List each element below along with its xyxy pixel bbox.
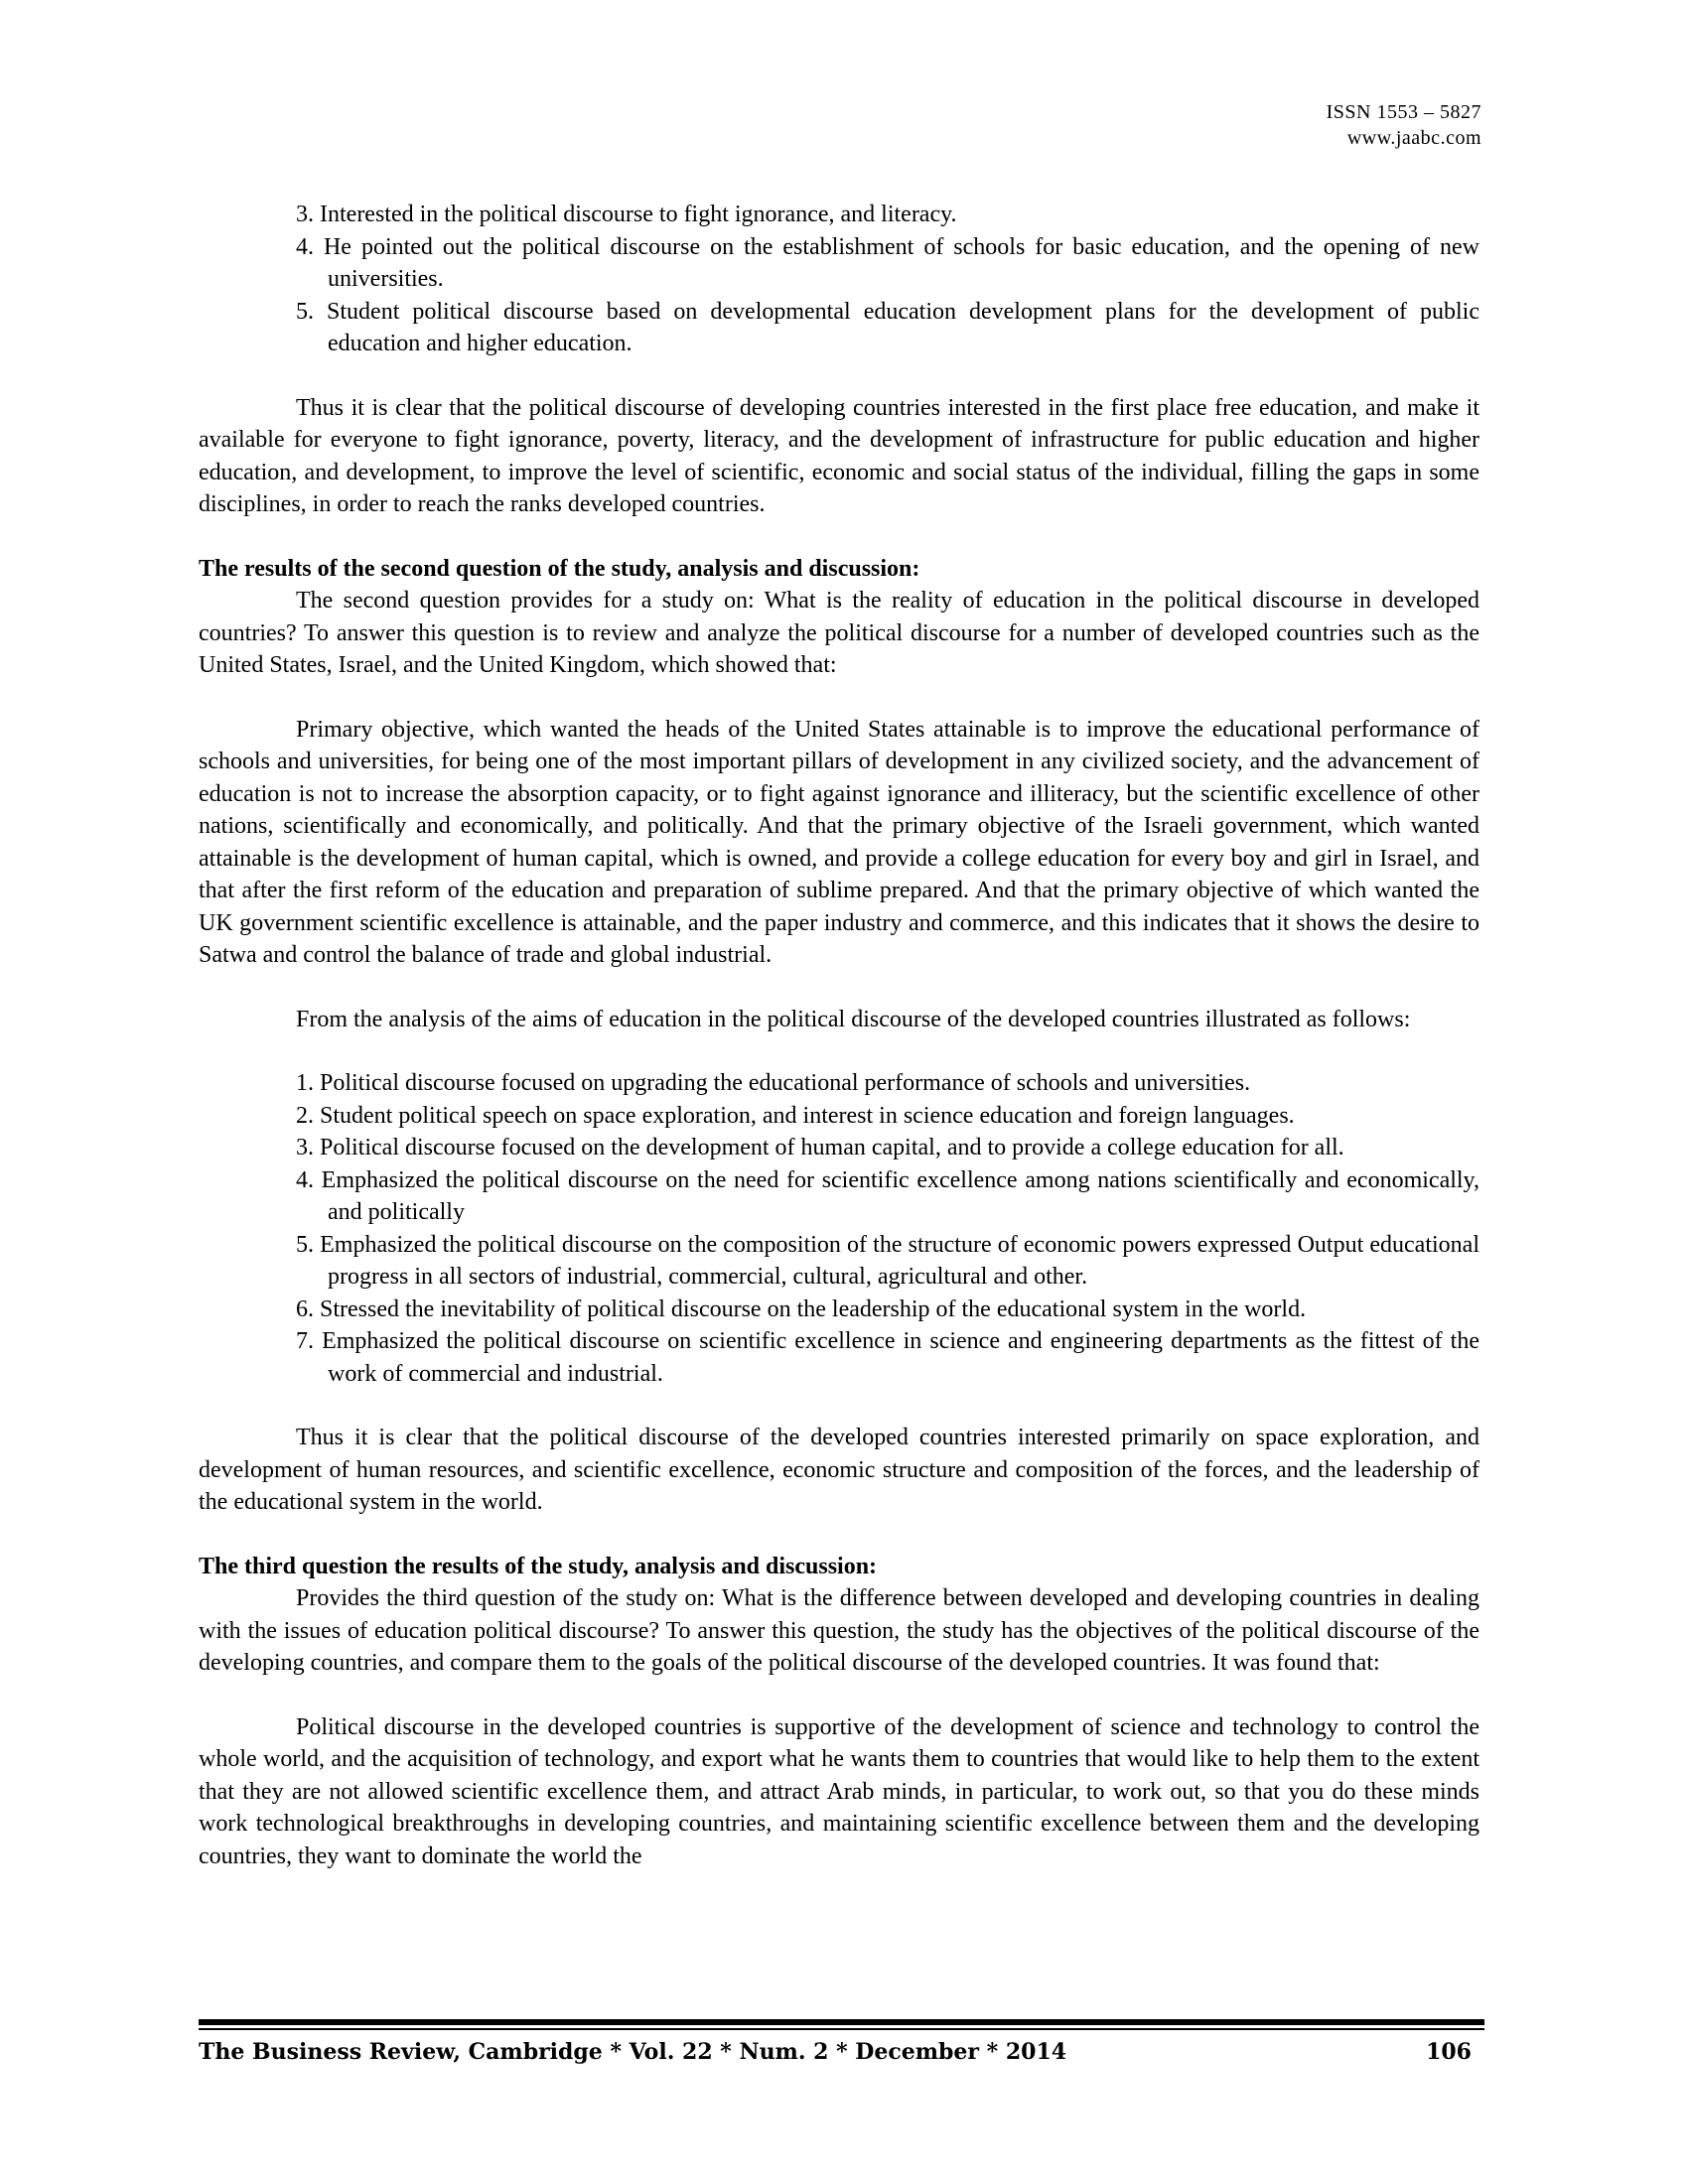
footer-rule [199,2019,1484,2025]
issn-label: ISSN 1553 – 5827 [1326,101,1481,123]
list-item: 5. Student political discourse based on developmental education development plans for the development of public education and higher education. [296,298,1479,356]
paragraph: Provides the third question of the study on: What is the difference between developed and developing countries in dealing with the issues of education political discourse? To answer this question, the study has the objectives of the political discourse of the developing countries, and compare them to the goals of the political discourse of the developed countries. It was found that: [199,1585,1479,1676]
developed-countries-list [199,1067,1479,1390]
page-header [1327,99,1481,151]
paragraph: Thus it is clear that the political discourse of developing countries interested in the first place free education, and make it available for everyone to fight ignorance, poverty, literacy, and the development of infrastructure for public education and higher education, and development, to improve the level of scientific, economic and social status of the individual, filling the gaps in some disciplines, in order to reach the ranks developed countries. [199,394,1479,517]
list-item: 6. Stressed the inevitability of political discourse on the leadership of the educational system in the world. [296,1296,1307,1322]
paragraph: Thus it is clear that the political discourse of the developed countries interested primarily on space exploration, and development of human resources, and scientific excellence, economic structure and composition of the forces, and the leadership of the educational system in the world. [199,1425,1479,1515]
list-item: 7. Emphasized the political discourse on scientific excellence in science and engineering departments as the fittest of the work of commercial and industrial. [296,1328,1479,1387]
journal-url: www.jaabc.com [1346,127,1481,149]
list-item: 1. Political discourse focused on upgrading the educational performance of schools and universities. [296,1070,1251,1096]
list-item: 3. Interested in the political discourse to fight ignorance, and literacy. [296,202,957,227]
paragraph: Political discourse in the developed countries is supportive of the development of science and technology to control the whole world, and the acquisition of technology, and export what he wants them to countries that would like to help them to the extent that they are not allowed scientific excellence them, and attract Arab minds, in particular, to work out, so that you do these minds work technological breakthroughs in developing countries, and maintaining scientific excellence between them and the developing countries, they want to dominate the world the [199,1713,1479,1869]
page-number: 106 [1426,2039,1472,2065]
paragraph: Primary objective, which wanted the heads of the United States attainable is to improve the educational performance of schools and universities, for being one of the most important pillars of development in any civilized society, and the advancement of education is not to increase the absorption capacity, or to fight against ignorance and illiteracy, but the scientific excellence of other nations, scientifically and economically, and politically. And that the primary objective of the Israeli government, which wanted attainable is the development of human capital, which is owned, and provide a college education for every boy and girl in Israel, and that after the first reform of the education and preparation of sublime prepared. And that the primary objective of which wanted the UK government scientific excellence is attainable, and the paper industry and commerce, and this indicates that it shows the desire to Satwa and control the balance of trade and global industrial. [199,716,1479,968]
article-body [199,199,1479,1872]
list-item: 4. Emphasized the political discourse on the need for scientific excellence among nations scientifically and economically, and politically [296,1166,1479,1225]
paragraph: The second question provides for a study on: What is the reality of education in the political discourse in developed countries? To answer this question is to review and analyze the political discourse for a number of developed countries such as the United States, Israel, and the United Kingdom, which showed that: [199,588,1479,678]
list-item: 2. Student political speech on space exploration, and interest in science education and foreign languages. [296,1102,1295,1129]
journal-citation: The Business Review, Cambridge * Vol. 22 * Num. 2 * December * 2014 [199,2039,1067,2065]
section-heading: The third question the results of the study, analysis and discussion: [199,1553,878,1579]
list-item: 4. He pointed out the political discourse on the establishment of schools for basic education, and the opening of new universities. [296,233,1479,292]
section-heading: The results of the second question of the study, analysis and discussion: [199,555,920,582]
list-item: 3. Political discourse focused on the development of human capital, and to provide a college education for all. [296,1135,1344,1160]
paragraph: From the analysis of the aims of education in the political discourse of the developed countries illustrated as follows: [296,1006,1411,1032]
list-item: 5. Emphasized the political discourse on the composition of the structure of economic powers expressed Output educational progress in all sectors of industrial, commercial, cultural, agricultural and other. [296,1231,1479,1290]
developing-countries-list [199,199,1479,360]
footer-rule [199,2028,1484,2030]
